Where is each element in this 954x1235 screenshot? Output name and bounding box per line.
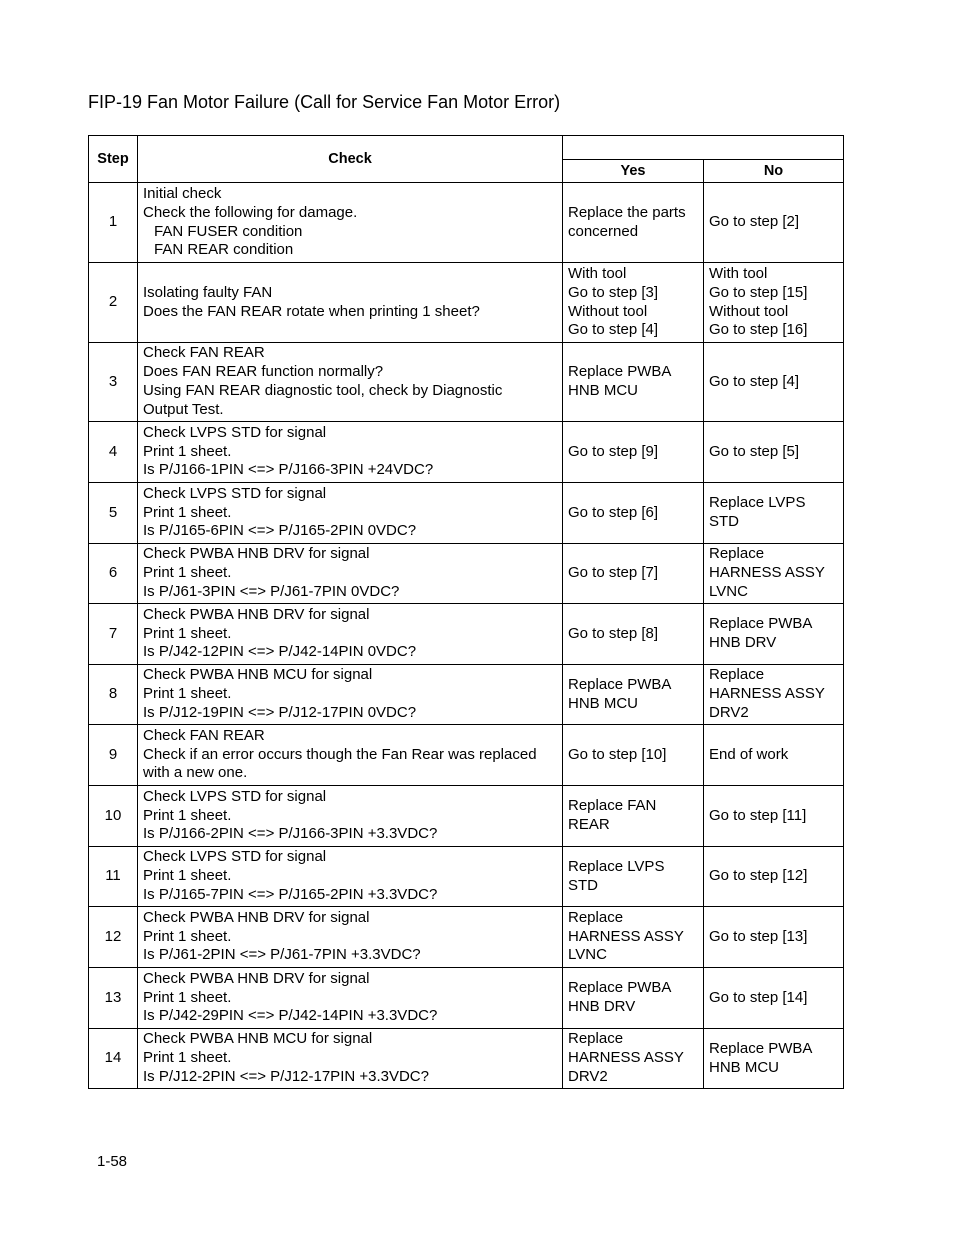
check-line: Does the FAN REAR rotate when printing 1 sheet?: [143, 302, 480, 320]
yes-cell: [563, 907, 704, 968]
check-cell: [138, 422, 563, 483]
yes-line: Without tool: [568, 302, 648, 320]
no-cell: [704, 422, 844, 483]
check-line: Check PWBA HNB DRV for signal: [143, 605, 370, 623]
no-cell: [704, 483, 844, 544]
no-line: LVNC: [709, 582, 748, 600]
check-line: Initial check: [143, 184, 222, 202]
yes-line: concerned: [568, 222, 639, 240]
check-line: FAN FUSER condition: [154, 222, 303, 240]
step-number: 13: [89, 968, 138, 1029]
table-row: [89, 968, 844, 1029]
check-cell: [138, 343, 563, 422]
check-cell: [138, 968, 563, 1029]
yes-line: Replace: [568, 1030, 624, 1048]
check-line: Check LVPS STD for signal: [143, 848, 327, 866]
check-cell: [138, 483, 563, 544]
check-line: Isolating faulty FAN: [143, 283, 273, 301]
yes-line: With tool: [568, 264, 627, 282]
check-line: Check if an error occurs though the Fan Rear was replaced: [143, 745, 537, 763]
yes-cell: [563, 544, 704, 604]
check-line: Is P/J165-6PIN <=> P/J165-2PIN 0VDC?: [143, 522, 417, 540]
no-line: Go to step [12]: [709, 867, 808, 885]
no-line: STD: [709, 513, 739, 530]
yes-line: Replace: [568, 908, 624, 926]
check-line: Is P/J166-2PIN <=> P/J166-3PIN +3.3VDC?: [143, 825, 438, 843]
no-line: Go to step [16]: [709, 321, 808, 339]
yes-line: Go to step [6]: [568, 503, 659, 521]
check-line: Is P/J165-7PIN <=> P/J165-2PIN +3.3VDC?: [143, 885, 438, 903]
no-line: Replace PWBA: [709, 615, 813, 633]
check-cell: [138, 907, 563, 968]
yes-line: Replace PWBA: [568, 363, 672, 381]
no-line: Replace LVPS: [709, 494, 806, 512]
yes-line: Replace PWBA: [568, 979, 672, 997]
no-line: Without tool: [709, 302, 789, 320]
step-number: 3: [89, 343, 138, 422]
no-line: DRV2: [709, 703, 749, 721]
table-row: [89, 907, 844, 968]
yes-line: HNB MCU: [568, 694, 638, 712]
check-cell: [138, 725, 563, 786]
check-line: Does FAN REAR function normally?: [143, 363, 384, 381]
table-row: [89, 847, 844, 907]
check-line: Print 1 sheet.: [143, 927, 232, 945]
step-number: 5: [89, 483, 138, 544]
yes-cell: [563, 968, 704, 1029]
yes-cell: [563, 847, 704, 907]
yes-cell: [563, 263, 704, 343]
yes-line: HNB MCU: [568, 382, 638, 399]
yes-line: HARNESS ASSY: [568, 927, 684, 945]
check-line: Check PWBA HNB MCU for signal: [143, 666, 373, 684]
no-cell: [704, 343, 844, 422]
troubleshooting-table: [88, 135, 844, 1089]
check-line: Check FAN REAR: [143, 344, 265, 362]
no-cell: [704, 847, 844, 907]
table-row: [89, 483, 844, 544]
table-row: [89, 422, 844, 483]
yes-line: Replace PWBA: [568, 675, 672, 693]
check-line: Check PWBA HNB DRV for signal: [143, 908, 370, 926]
no-cell: [704, 1029, 844, 1089]
no-line: HARNESS ASSY: [709, 564, 825, 582]
page-number: 1-58: [97, 1153, 128, 1170]
table-row: [89, 725, 844, 786]
table-row: [89, 604, 844, 665]
check-line: Print 1 sheet.: [143, 442, 232, 460]
yes-line: Replace the parts: [568, 203, 686, 221]
yes-line: Go to step [3]: [568, 283, 659, 301]
check-line: Print 1 sheet.: [143, 624, 232, 642]
check-line: Output Test.: [143, 400, 224, 418]
no-cell: [704, 263, 844, 343]
step-number: 8: [89, 665, 138, 725]
check-line: Is P/J166-1PIN <=> P/J166-3PIN +24VDC?: [143, 461, 434, 479]
no-line: End of work: [709, 745, 789, 763]
check-line: Is P/J12-2PIN <=> P/J12-17PIN +3.3VDC?: [143, 1067, 429, 1085]
no-line: With tool: [709, 264, 768, 282]
yes-cell: [563, 786, 704, 847]
yes-line: LVNC: [568, 946, 607, 964]
check-cell: [138, 263, 563, 343]
check-line: with a new one.: [143, 764, 248, 782]
check-line: Check PWBA HNB DRV for signal: [143, 969, 370, 987]
check-line: Is P/J42-12PIN <=> P/J42-14PIN 0VDC?: [143, 643, 417, 661]
no-line: Go to step [15]: [709, 283, 808, 301]
no-line: Go to step [4]: [709, 372, 800, 390]
no-cell: [704, 907, 844, 968]
no-line: HNB DRV: [709, 634, 777, 651]
yes-cell: [563, 725, 704, 786]
no-line: Go to step [14]: [709, 988, 808, 1006]
check-cell: [138, 786, 563, 847]
check-line: Print 1 sheet.: [143, 988, 232, 1006]
yes-line: Go to step [4]: [568, 321, 659, 339]
yes-cell: [563, 483, 704, 544]
yes-line: DRV2: [568, 1067, 608, 1085]
no-line: HNB MCU: [709, 1058, 779, 1076]
no-line: Go to step [11]: [709, 806, 807, 824]
check-line: Print 1 sheet.: [143, 503, 232, 521]
no-cell: [704, 725, 844, 786]
check-line: Is P/J61-3PIN <=> P/J61-7PIN 0VDC?: [143, 582, 400, 600]
check-line: Check the following for damage.: [143, 203, 358, 221]
no-cell: [704, 665, 844, 725]
step-number: 9: [89, 725, 138, 786]
step-number: 11: [89, 847, 138, 907]
step-number: 14: [89, 1029, 138, 1089]
page-title: FIP-19 Fan Motor Failure (Call for Service Fan Motor Error): [88, 92, 561, 112]
check-line: Print 1 sheet.: [143, 867, 232, 885]
no-cell: [704, 604, 844, 665]
yes-cell: [563, 1029, 704, 1089]
step-number: 10: [89, 786, 138, 847]
check-line: Check LVPS STD for signal: [143, 423, 327, 441]
check-line: Print 1 sheet.: [143, 1049, 232, 1067]
check-line: Print 1 sheet.: [143, 806, 232, 824]
check-line: Check LVPS STD for signal: [143, 787, 327, 805]
check-cell: [138, 665, 563, 725]
no-cell: [704, 968, 844, 1029]
check-line: Check PWBA HNB MCU for signal: [143, 1030, 373, 1048]
step-number: 1: [89, 183, 138, 263]
yes-line: REAR: [568, 816, 610, 833]
check-line: Using FAN REAR diagnostic tool, check by Diagnostic: [143, 382, 503, 399]
table-row: [89, 263, 844, 343]
check-line: Print 1 sheet.: [143, 685, 232, 703]
table-row: [89, 183, 844, 263]
yes-cell: [563, 422, 704, 483]
yes-line: Go to step [10]: [568, 745, 667, 763]
table-row: [89, 665, 844, 725]
check-line: Is P/J42-29PIN <=> P/J42-14PIN +3.3VDC?: [143, 1007, 438, 1025]
check-line: FAN REAR condition: [154, 241, 294, 259]
check-line: Is P/J12-19PIN <=> P/J12-17PIN 0VDC?: [143, 703, 417, 721]
yes-line: Go to step [9]: [568, 442, 659, 460]
yes-line: Replace LVPS: [568, 857, 665, 875]
step-number: 6: [89, 544, 138, 604]
yes-line: Go to step [8]: [568, 624, 659, 642]
step-number: 4: [89, 422, 138, 483]
check-line: Check PWBA HNB DRV for signal: [143, 545, 370, 563]
check-cell: [138, 183, 563, 263]
no-cell: [704, 786, 844, 847]
header-step: Step: [89, 136, 138, 183]
no-line: Replace: [709, 666, 765, 684]
yes-line: Go to step [7]: [568, 564, 659, 582]
no-line: HARNESS ASSY: [709, 685, 825, 703]
step-number: 7: [89, 604, 138, 665]
yes-cell: [563, 343, 704, 422]
table-row: [89, 544, 844, 604]
step-number: 12: [89, 907, 138, 968]
no-line: Replace: [709, 545, 765, 563]
check-cell: [138, 604, 563, 665]
table-row: [89, 1029, 844, 1089]
yes-cell: [563, 183, 704, 263]
table-row: [89, 786, 844, 847]
yes-cell: [563, 604, 704, 665]
step-number: 2: [89, 263, 138, 343]
yes-cell: [563, 665, 704, 725]
yes-line: Replace FAN: [568, 797, 657, 815]
check-cell: [138, 544, 563, 604]
header-check: Check: [138, 136, 563, 183]
check-line: Check LVPS STD for signal: [143, 484, 327, 502]
table-body: [89, 183, 844, 1089]
header-no: No: [704, 160, 844, 183]
no-line: Go to step [5]: [709, 442, 800, 460]
no-cell: [704, 544, 844, 604]
yes-line: STD: [568, 876, 598, 894]
yes-line: HNB DRV: [568, 998, 636, 1015]
yes-line: HARNESS ASSY: [568, 1049, 684, 1067]
header-result-group: [563, 136, 844, 160]
check-line: Check FAN REAR: [143, 726, 265, 744]
check-cell: [138, 1029, 563, 1089]
check-line: Print 1 sheet.: [143, 564, 232, 582]
header-yes: Yes: [563, 160, 704, 183]
no-line: Go to step [2]: [709, 213, 800, 231]
table-row: [89, 343, 844, 422]
check-line: Is P/J61-2PIN <=> P/J61-7PIN +3.3VDC?: [143, 946, 421, 964]
check-cell: [138, 847, 563, 907]
no-line: Go to step [13]: [709, 927, 808, 945]
no-line: Replace PWBA: [709, 1039, 813, 1057]
no-cell: [704, 183, 844, 263]
